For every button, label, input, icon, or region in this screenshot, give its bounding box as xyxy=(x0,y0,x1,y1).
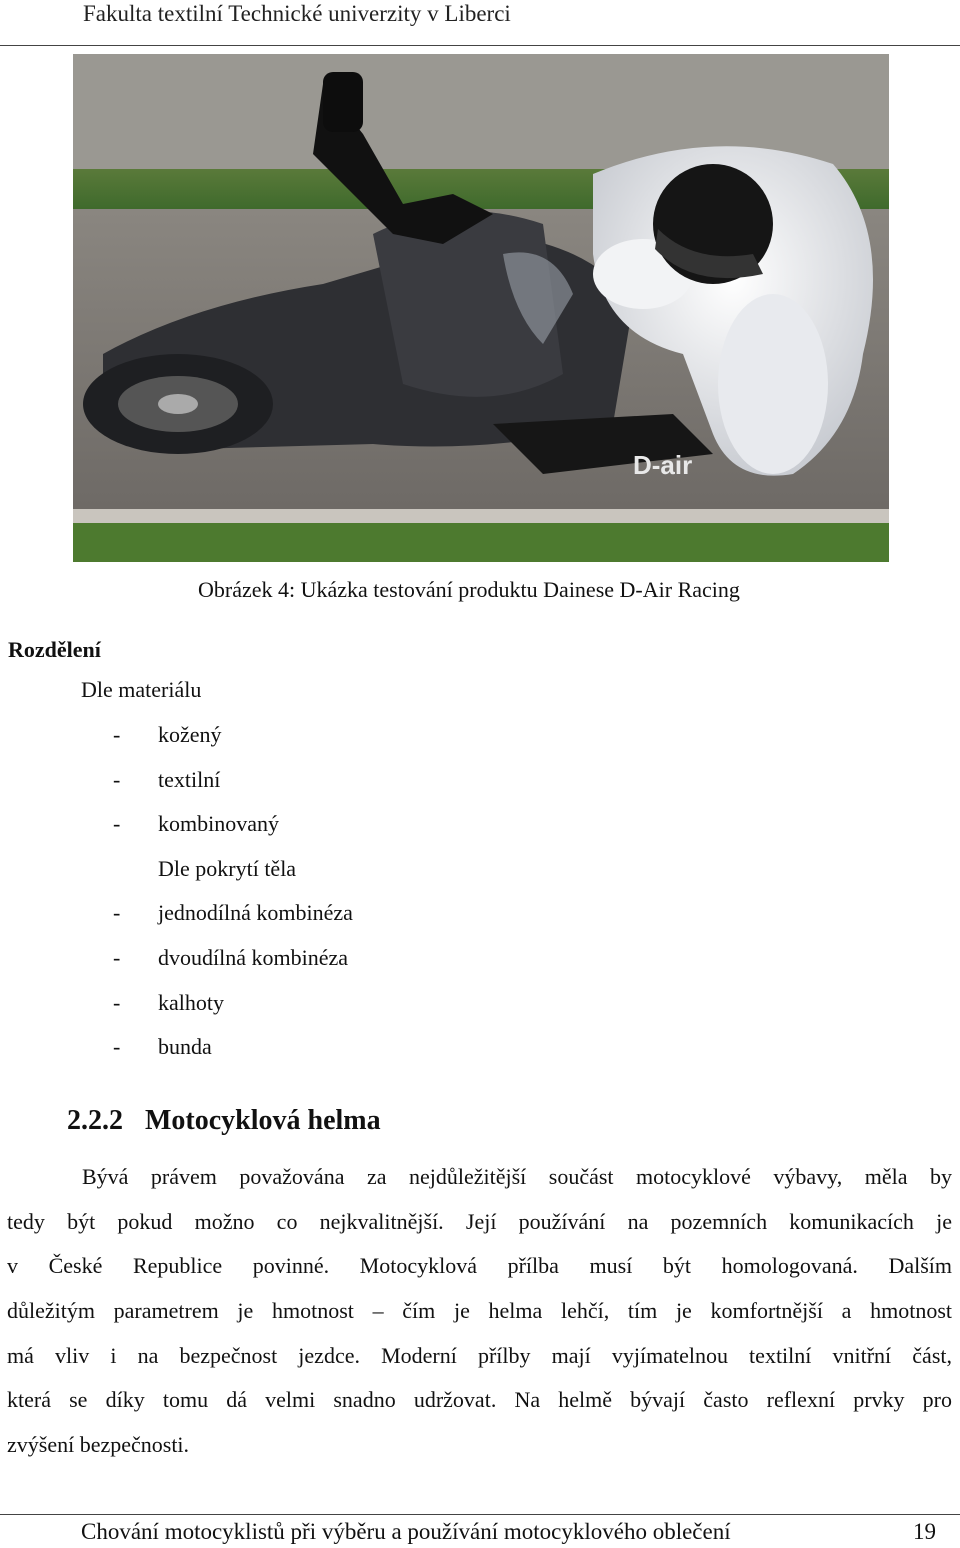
list-item: dvoudílná kombinéza xyxy=(158,945,349,970)
list-item: kožený xyxy=(158,722,222,747)
list-dash: - xyxy=(113,990,121,1015)
page-header xyxy=(0,0,960,46)
list-dash: - xyxy=(113,900,121,925)
paragraph-line: tedy být pokud možno co nejkvalitnější. Její používání na pozemních komunikacích je xyxy=(7,1208,952,1234)
list-dash: - xyxy=(113,722,121,747)
body-paragraph xyxy=(7,1155,952,1468)
figure-photo xyxy=(73,54,889,562)
list-dash: - xyxy=(113,945,121,970)
list-item: kalhoty xyxy=(158,990,224,1015)
section-heading xyxy=(67,1105,381,1137)
page-footer xyxy=(0,1514,960,1548)
list-item: jednodílná kombinéza xyxy=(158,900,353,925)
list-dash: - xyxy=(113,811,121,836)
section-number: 2.2.2 xyxy=(67,1105,123,1136)
division-label: Rozdělení xyxy=(8,637,101,662)
paragraph-line: důležitým parametrem je hmotnost – čím je helma lehčí, tím je komfortnější a hmotnost xyxy=(7,1298,952,1324)
list-dash: - xyxy=(113,1034,121,1059)
image-suit-text: D-air xyxy=(633,450,693,480)
header-title: Fakulta textilní Technické univerzity v Liberci xyxy=(83,1,511,26)
footer-title: Chování motocyklistů při výběru a používání motocyklového oblečení xyxy=(81,1519,731,1544)
paragraph-line: zvýšení bezpečnosti. xyxy=(7,1432,190,1458)
list-dash: - xyxy=(113,767,121,792)
list-item: textilní xyxy=(158,767,221,792)
section-title: Motocyklová helma xyxy=(145,1105,381,1136)
figure-caption: Obrázek 4: Ukázka testování produktu Dainese D-Air Racing xyxy=(198,577,740,602)
group1-label: Dle materiálu xyxy=(81,677,202,702)
page-number: 19 xyxy=(913,1519,936,1544)
list-item: bunda xyxy=(158,1034,212,1059)
paragraph-line: Bývá právem považována za nejdůležitější součást motocyklové výbavy, měla by xyxy=(82,1164,952,1189)
paragraph-line: která se díky tomu dá velmi snadno udržovat. Na helmě bývají často reflexní prvky pro xyxy=(7,1387,952,1413)
list-item: kombinovaný xyxy=(158,811,279,836)
group2-label: Dle pokrytí těla xyxy=(158,856,297,881)
paragraph-line: má vliv i na bezpečnost jezdce. Moderní přílby mají vyjímatelnou textilní vnitřní část, xyxy=(7,1342,952,1368)
paragraph-line: v České Republice povinné. Motocyklová přílba musí být homologovaná. Dalším xyxy=(7,1253,952,1279)
